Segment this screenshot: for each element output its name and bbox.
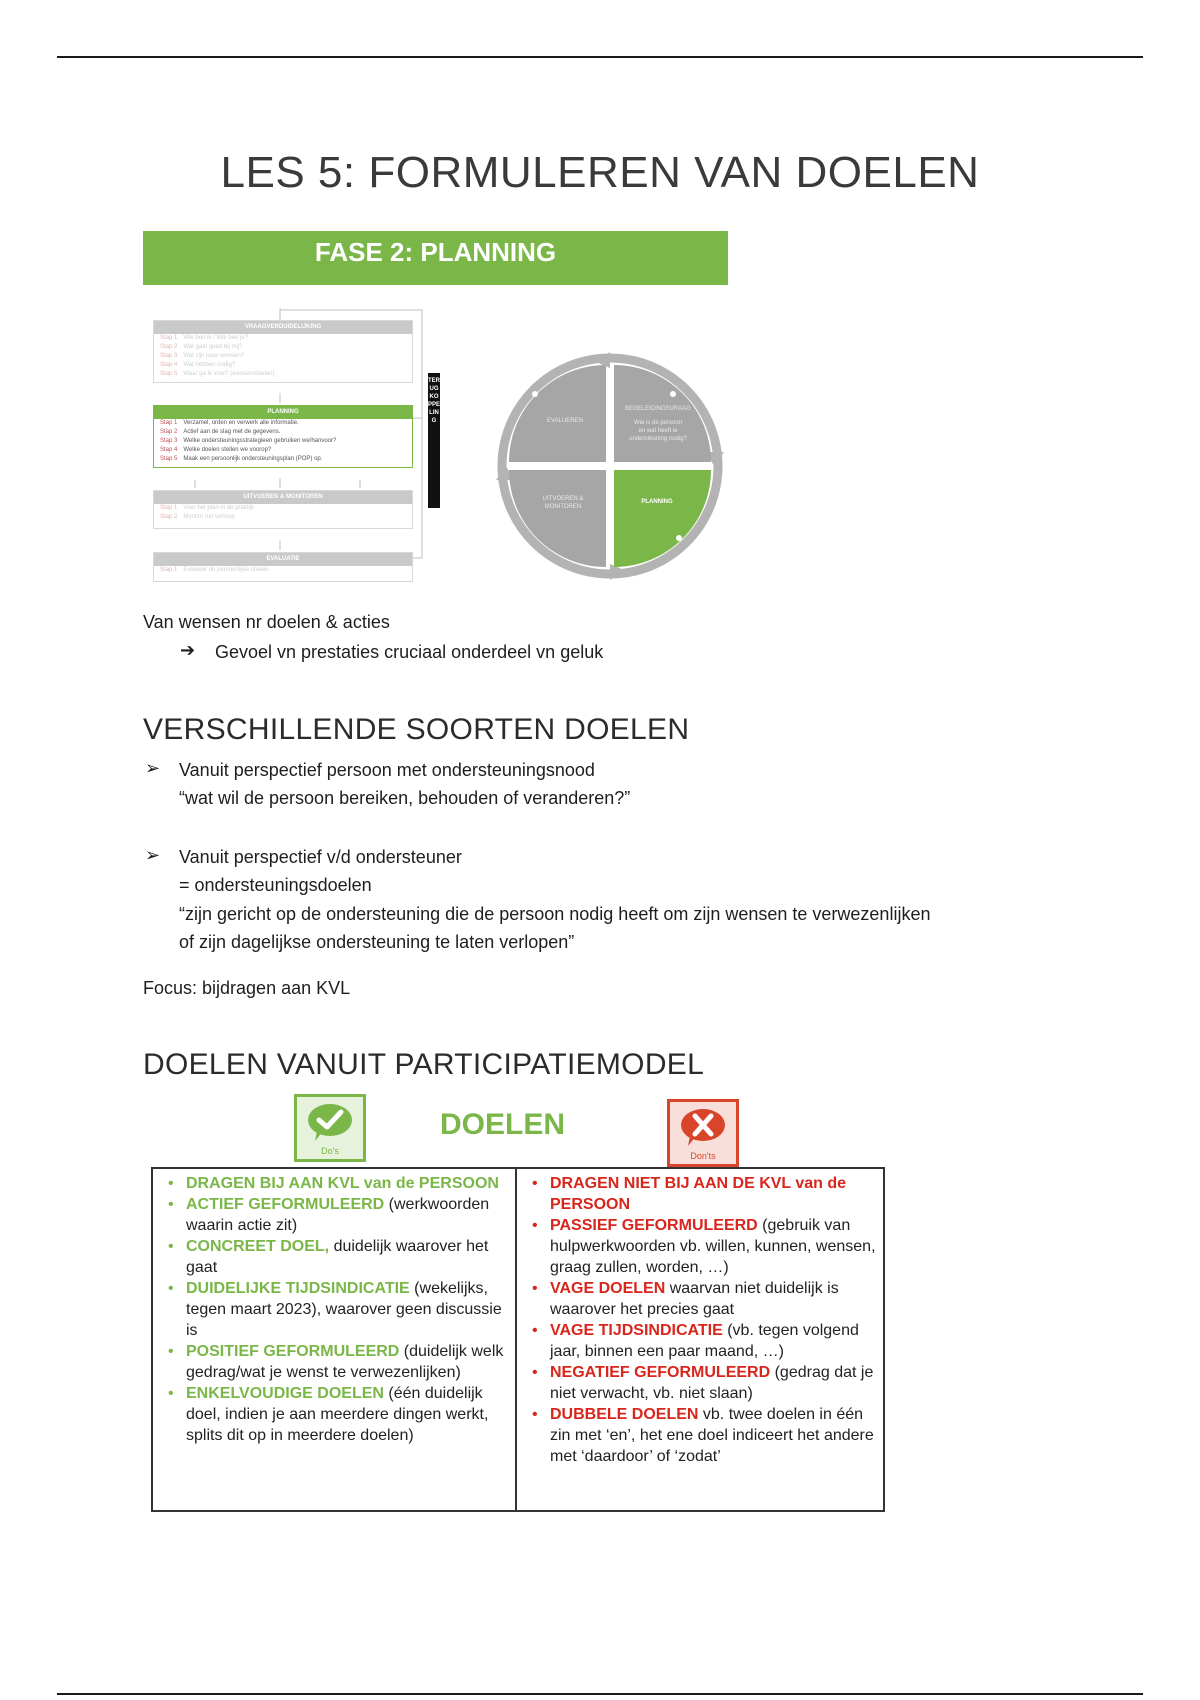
cycle-diagram	[493, 348, 728, 583]
chevron-bullet-icon: ➢	[145, 758, 161, 778]
quadrant-label: EVALUEREN	[547, 418, 583, 424]
quadrant-label: UITVOEREN &	[542, 496, 584, 502]
flow-block-title: VRAAGVERDUIDELIJKING	[154, 321, 412, 334]
chevron-bullet-icon: ➢	[145, 845, 161, 865]
flow-block-uitvoeren	[153, 490, 413, 529]
dont-item: • DUBBELE DOELEN vb. twee doelen in één zin met ‘en’, het ene doel indiceert het andere met ‘daardoor’ of ‘zodat’	[530, 1404, 880, 1467]
do-item: • DUIDELIJKE TIJDSINDICATIE (wekelijks, tegen maart 2023), waarover geen discussie is	[166, 1278, 508, 1341]
flow-step: Stap 1 Voer het plan in de praktijk	[160, 505, 255, 511]
flow-block-planning	[153, 405, 413, 468]
flow-step: Stap 1 Evalueer de persoonlijke doelen	[160, 567, 269, 573]
right-arrow-icon: ➔	[180, 640, 196, 660]
bullet2-line4: of zijn dagelijkse ondersteuning te laten verlopen”	[179, 932, 575, 952]
bullet2-line3: “zijn gericht op de ondersteuning die de persoon nodig heeft om zijn wensen te verwezenlijken	[179, 904, 931, 924]
flow-step: Stap 1 Verzamel, orden en verwerk alle informatie.	[160, 420, 299, 426]
section-heading-soorten: VERSCHILLENDE SOORTEN DOELEN	[143, 713, 690, 746]
flow-step: Stap 3 Wat zijn jouw wensen?	[160, 353, 245, 359]
donts-column	[530, 1173, 880, 1467]
do-item: • DRAGEN BIJ AAN KVL van de PERSOON	[166, 1173, 508, 1194]
quadrant-label: Wie is de persoon	[633, 420, 683, 426]
page-title: LES 5: FORMULEREN VAN DOELEN	[220, 148, 980, 197]
dont-item: • NEGATIEF GEFORMULEERD (gedrag dat je niet verwacht, vb. niet slaan)	[530, 1362, 880, 1404]
flow-step: Stap 2 Monitor het verloop	[160, 514, 235, 520]
bullet2-line2: = ondersteuningsdoelen	[179, 875, 372, 895]
quadrant-planning	[614, 470, 711, 567]
dont-item: • VAGE TIJDSINDICATIE (vb. tegen volgend jaar, binnen een paar maand, …)	[530, 1320, 880, 1362]
flow-step: Stap 5 Waar ga ik voor? (wensen/doelen)	[160, 371, 275, 377]
flow-block-evaluatie	[153, 552, 413, 582]
cross-icon	[680, 1108, 726, 1148]
flow-step: Stap 5 Maak een persoonlijk ondersteuningsplan (POP) op.	[160, 456, 323, 462]
flow-step: Stap 1 Wie ben ik / Wie ben je?	[160, 335, 249, 341]
bullet1-line2: “wat wil de persoon bereiken, behouden of veranderen?”	[179, 788, 631, 808]
dont-item: • VAGE DOELEN waarvan niet duidelijk is waarover het precies gaat	[530, 1278, 880, 1320]
flow-block-title: PLANNING	[154, 406, 412, 419]
flow-step: Stap 3 Welke ondersteuningsstrategieen gebruiken we/hanvoor?	[160, 438, 337, 444]
quadrant-label: PLANNING	[641, 499, 673, 505]
flow-step: Stap 2 Wat gaat goed bij mij?	[160, 344, 243, 350]
flow-block-title: UITVOEREN & MONITOREN	[154, 491, 412, 504]
quadrant-label: en wat heeft ie	[638, 428, 678, 434]
table-divider	[515, 1169, 517, 1510]
dont-item: • DRAGEN NIET BIJ AAN DE KVL van de PERSOON	[530, 1173, 880, 1215]
top-rule	[57, 56, 1143, 58]
focus-line: Focus: bijdragen aan KVL	[143, 978, 351, 998]
intro-arrow-line: Gevoel vn prestaties cruciaal onderdeel vn geluk	[215, 642, 604, 662]
quadrant-label: BEGELEIDINGSVRAAG	[625, 406, 691, 412]
bullet2-line1: Vanuit perspectief v/d ondersteuner	[179, 847, 462, 867]
checkmark-icon	[307, 1103, 353, 1143]
section-heading-participatiemodel: DOELEN VANUIT PARTICIPATIEMODEL	[143, 1048, 705, 1081]
bullet1-line1: Vanuit perspectief persoon met ondersteuningsnood	[179, 760, 595, 780]
quadrant-label: ondersteuning nodig?	[629, 436, 687, 442]
quadrant-begeleidingsvraag	[614, 365, 711, 462]
cycle-ring	[502, 358, 718, 574]
do-item: • ENKELVOUDIGE DOELEN (één duidelijk doel, indien je aan meerdere dingen werkt, splits dit op in meerdere doelen)	[166, 1383, 508, 1446]
doelen-center-word: DOELEN	[440, 1108, 566, 1141]
participation-model-table	[151, 1167, 885, 1512]
do-item: • ACTIEF GEFORMULEERD (werkwoorden waarin actie zit)	[166, 1194, 508, 1236]
flow-step: Stap 4 Welke doelen stellen we voorop?	[160, 447, 272, 453]
feedback-side-bar: TERUGKOPPELING	[428, 373, 440, 508]
flow-step: Stap 2 Actief aan de slag met de gegevens.	[160, 429, 281, 435]
dos-badge	[294, 1094, 366, 1162]
phase-banner: FASE 2: PLANNING	[143, 231, 728, 285]
quadrant-uitvoeren	[509, 470, 606, 567]
do-item: • CONCREET DOEL, duidelijk waarover het gaat	[166, 1236, 508, 1278]
quadrant-evalueren	[509, 365, 606, 462]
flow-step: Stap 4 Wat hebben nodig?	[160, 362, 236, 368]
bottom-rule	[57, 1693, 1143, 1695]
do-item: • POSITIEF GEFORMULEERD (duidelijk welk gedrag/wat je wenst te verwezenlijken)	[166, 1341, 508, 1383]
flow-block-vraagverduidelijking	[153, 320, 413, 383]
intro-line: Van wensen nr doelen & acties	[143, 612, 390, 632]
dos-column	[166, 1173, 508, 1446]
dos-label: Do's	[321, 1146, 339, 1156]
flow-block-title: EVALUATIE	[154, 553, 412, 566]
donts-label: Don'ts	[690, 1151, 716, 1161]
dont-item: • PASSIEF GEFORMULEERD (gebruik van hulpwerkwoorden vb. willen, kunnen, wensen, graag zullen, worden, …)	[530, 1215, 880, 1278]
donts-badge	[667, 1099, 739, 1167]
process-flow-diagram	[150, 308, 450, 593]
quadrant-label: MONITOREN	[544, 504, 582, 510]
